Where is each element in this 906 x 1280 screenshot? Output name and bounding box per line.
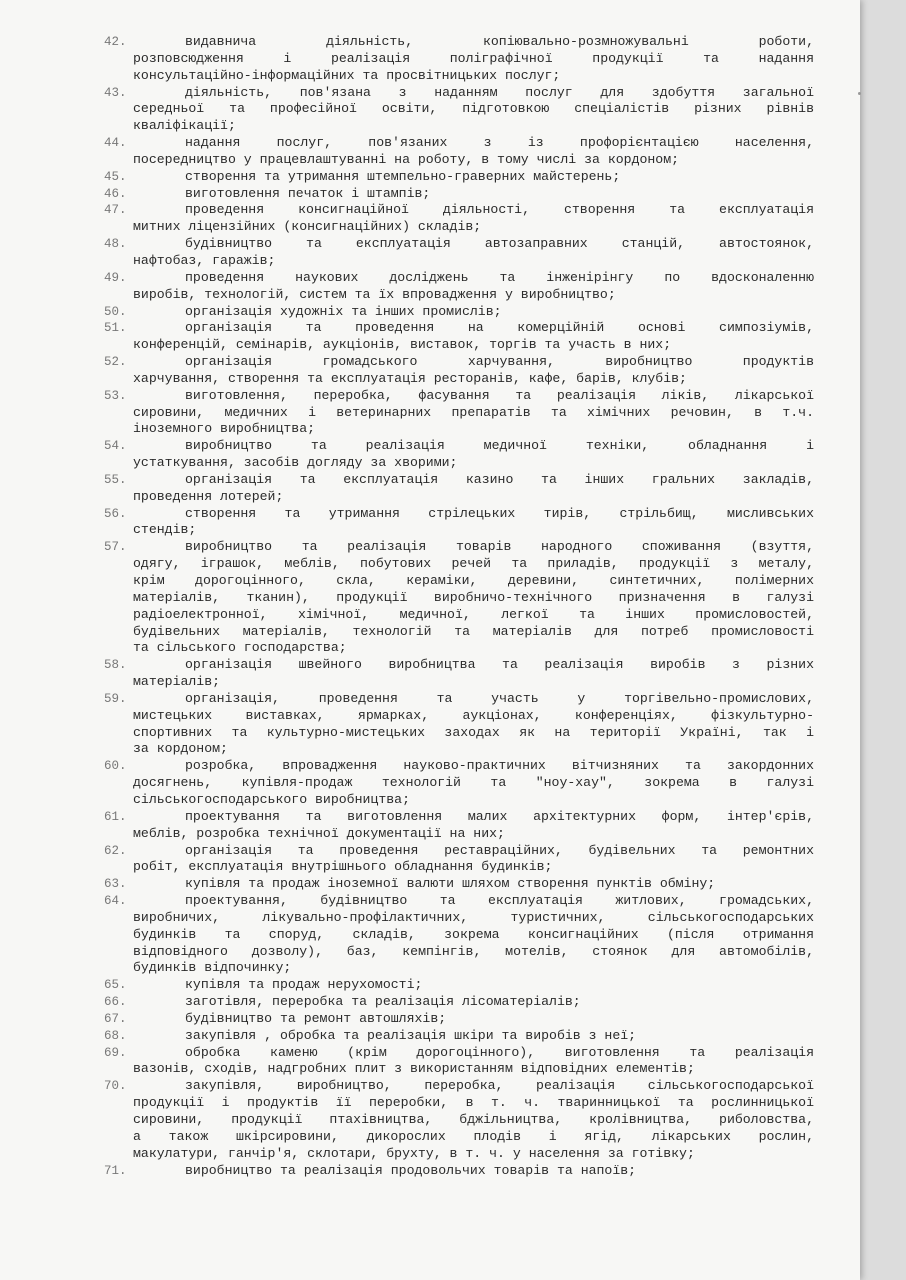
item-number: 48. [104, 237, 127, 252]
item-text-line: купівля та продаж іноземної валюти шляхом створення пунктів обміну; [185, 876, 716, 892]
item-text-line: виробничих, лікувально-профілактичних, туристичних, сільськогосподарських [133, 909, 814, 925]
list-item [104, 1045, 814, 1079]
item-number: 50. [104, 304, 127, 319]
list-item [104, 85, 814, 136]
item-text-line: закупівля , обробка та реалізація шкіри та виробів з неї; [185, 1027, 637, 1043]
item-text-line: організація та проведення на комерційній основі симпозіумів, [185, 320, 814, 336]
item-text-line: макулатури, ганчір'я, склотари, брухту, в т. ч. у населення за готівку; [133, 1145, 695, 1161]
item-text-line: видавнича діяльність, копіювально-розмножувальні роботи, [185, 34, 814, 49]
item-number: 63. [104, 877, 127, 892]
item-number: 52. [104, 355, 127, 370]
item-text-line: виробів, технологій, систем та їх впровадження у виробництво; [133, 286, 616, 302]
item-text-line: купівля та продаж нерухомості; [185, 977, 423, 993]
item-text-line: виробництво та реалізація товарів народного споживання (взуття, [185, 539, 814, 555]
list-item [104, 657, 814, 691]
item-number: 56. [104, 506, 127, 521]
item-text-line: харчування, створення та експлуатація ресторанів, кафе, барів, клубів; [133, 370, 687, 386]
item-text-line: розробка, впровадження науково-практичних вітчизняних та закордонних [185, 758, 814, 774]
item-text-line: організація художніх та інших промислів; [185, 303, 502, 319]
item-text-line: проведення лотерей; [133, 488, 284, 504]
item-text-line: будинків та споруд, складів, зокрема консигнаційних (після отримання [133, 926, 814, 942]
item-text-line: проектування, будівництво та експлуатація житлових, громадських, [185, 893, 814, 909]
item-text-line: устаткування, засобів догляду за хворими; [133, 455, 458, 471]
item-text-line: та сільського господарства; [133, 640, 347, 656]
item-number: 43. [104, 85, 127, 100]
item-text-line: виготовлення, переробка, фасування та реалізація ліків, лікарської [185, 387, 814, 403]
list-item [104, 169, 814, 186]
item-number: 46. [104, 186, 127, 201]
item-text-line: діяльність, пов'язана з наданням послуг для здобуття загальної [185, 84, 814, 100]
item-text-line: досягнень, купівля-продаж технологій та "ноу-хау", зокрема в галузі [133, 775, 814, 791]
item-text-line: меблів, розробка технічної документації на них; [133, 825, 505, 841]
list-item [104, 354, 814, 388]
item-text-line: проектування та виготовлення малих архітектурних форм, інтер'єрів, [185, 808, 814, 824]
item-number: 66. [104, 995, 127, 1010]
item-text-line: обробка каменю (крім дорогоцінного), виготовлення та реалізація [185, 1044, 814, 1060]
item-text-line: крім дорогоцінного, скла, кераміки, деревини, синтетичних, полімерних [133, 573, 814, 588]
item-text-line: кваліфікації; [133, 118, 236, 134]
list-item [104, 506, 814, 540]
item-number: 47. [104, 203, 127, 218]
list-item [104, 202, 814, 236]
item-text-line: організація громадського харчування, виробництво продуктів [185, 354, 814, 370]
item-text-line: одягу, іграшок, меблів, побутових речей та приладів, продукції з металу, [133, 556, 814, 572]
item-number: 53. [104, 388, 127, 403]
list-item [104, 472, 814, 506]
list-item [104, 1078, 814, 1162]
item-text-line: середньої та професійної освіти, підготовкою спеціалістів різних рівнів [133, 101, 814, 117]
item-number: 69. [104, 1045, 127, 1060]
item-number: 60. [104, 759, 127, 774]
list-item [104, 994, 814, 1011]
item-text-line: організація та експлуатація казино та інших гральних закладів, [185, 471, 814, 487]
item-text-line: консультаційно-інформаційних та просвітницьких послуг; [133, 67, 561, 83]
item-number: 71. [104, 1163, 127, 1178]
scan-speck [858, 92, 861, 95]
list-item [104, 876, 814, 893]
item-text-line: сировини, продукції птахівництва, бджільництва, кролівництва, риболовства, [133, 1112, 814, 1127]
item-text-line: радіоелектронної, хімічної, медичної, легкої та інших промисловостей, [133, 606, 814, 622]
list-item [104, 388, 814, 439]
item-text-line: виробництво та реалізація продовольчих товарів та напоїв; [185, 1162, 637, 1178]
item-number: 67. [104, 1011, 127, 1026]
item-text-line: сільськогосподарського виробництва; [133, 791, 410, 807]
item-text-line: відповідного дозволу), баз, кемпінгів, мотелів, стоянок для автомобілів, [133, 943, 814, 959]
item-text-line: спортивних та культурно-мистецьких заходах як на території Україні, так і [133, 724, 814, 740]
item-text-line: проведення наукових досліджень та інженірінгу по вдосконаленню [185, 269, 814, 285]
item-text-line: робіт, експлуатація внутрішнього обладнання будинків; [133, 859, 553, 875]
item-text-line: заготівля, переробка та реалізація лісоматеріалів; [185, 994, 581, 1010]
list-item [104, 438, 814, 472]
list-item [104, 1011, 814, 1028]
list-item [104, 539, 814, 657]
list-item [104, 843, 814, 877]
item-text-line: сировини, медичних і ветеринарних препаратів та хімічних речовин, в т.ч. [133, 404, 814, 420]
item-text-line: за кордоном; [133, 741, 228, 757]
item-text-line: продукції і продуктів її переробки, в т. ч. тваринницької та рослинницької [133, 1095, 814, 1111]
item-text-line: будинків відпочинку; [133, 960, 292, 976]
list-item [104, 135, 814, 169]
list-item [104, 758, 814, 809]
item-text-line: організація та проведення реставраційних, будівельних та ремонтних [185, 842, 814, 858]
item-text-line: організація швейного виробництва та реалізація виробів з різних [185, 657, 814, 673]
item-text-line: нафтобаз, гаражів; [133, 252, 276, 268]
item-number: 44. [104, 136, 127, 151]
item-text-line: проведення консигнаційної діяльності, створення та експлуатація [185, 202, 814, 218]
item-number: 54. [104, 439, 127, 454]
item-text-line: виробництво та реалізація медичної техніки, обладнання і [185, 438, 814, 454]
item-text-line: вазонів, сходів, надгробних плит з використанням відповідних елементів; [133, 1061, 695, 1077]
item-number: 59. [104, 691, 127, 706]
list-item [104, 34, 814, 85]
item-text-line: конференцій, семінарів, аукціонів, виставок, торгів та участь в них; [133, 337, 672, 353]
list-item [104, 1028, 814, 1045]
item-text-line: будівельних матеріалів, технологій та матеріалів для потреб промисловості [133, 623, 814, 639]
item-number: 45. [104, 169, 127, 184]
item-text-line: надання послуг, пов'язаних з із профорієнтацією населення, [185, 135, 814, 151]
item-text-line: створення та утримання штемпельно-граверних майстерень; [185, 168, 621, 184]
item-number: 49. [104, 270, 127, 285]
item-number: 70. [104, 1079, 127, 1094]
item-number: 64. [104, 894, 127, 909]
list-item [104, 320, 814, 354]
item-number: 42. [104, 35, 127, 49]
item-number: 68. [104, 1028, 127, 1043]
item-text-line: закупівля, виробництво, переробка, реалізація сільськогосподарської [185, 1078, 814, 1094]
item-text-line: стендів; [133, 522, 197, 538]
list-item [104, 893, 814, 977]
item-text-line: матеріалів; [133, 674, 221, 690]
list-item [104, 809, 814, 843]
item-text-line: митних ліцензійних (консигнаційних) складів; [133, 219, 482, 235]
item-text-line: виготовлення печаток і штампів; [185, 185, 431, 201]
item-text-line: створення та утримання стрілецьких тирів, стрільбищ, мисливських [185, 505, 814, 521]
item-text-line: матеріалів, тканин), продукції виробничо-технічного призначення в галузі [133, 589, 814, 605]
item-text-line: іноземного виробництва; [133, 421, 316, 437]
item-text-line: посередництво у працевлаштуванні на роботу, в тому числі за кордоном; [133, 151, 680, 167]
item-text-line: а також шкірсировини, дикорослих плодів і ягід, лікарських рослин, [133, 1128, 814, 1144]
activity-list [104, 34, 814, 1179]
item-text-line: організація, проведення та участь у торгівельно-промислових, [185, 690, 814, 706]
item-number: 51. [104, 321, 127, 336]
list-item [104, 1163, 814, 1180]
list-item [104, 691, 814, 758]
item-number: 65. [104, 978, 127, 993]
item-number: 55. [104, 472, 127, 487]
item-number: 57. [104, 540, 127, 555]
item-text-line: розповсюдження і реалізація поліграфічної продукції та надання [133, 50, 814, 66]
list-item [104, 304, 814, 321]
item-text-line: мистецьких виставках, ярмарках, аукціонах, конференціях, фізкультурно- [133, 707, 814, 723]
list-item [104, 186, 814, 203]
item-text-line: будівництво та експлуатація автозаправних станцій, автостоянок, [185, 236, 814, 252]
list-item [104, 270, 814, 304]
item-number: 58. [104, 658, 127, 673]
list-item [104, 977, 814, 994]
item-text-line: будівництво та ремонт автошляхів; [185, 1010, 447, 1026]
item-number: 61. [104, 809, 127, 824]
item-number: 62. [104, 843, 127, 858]
list-item [104, 236, 814, 270]
